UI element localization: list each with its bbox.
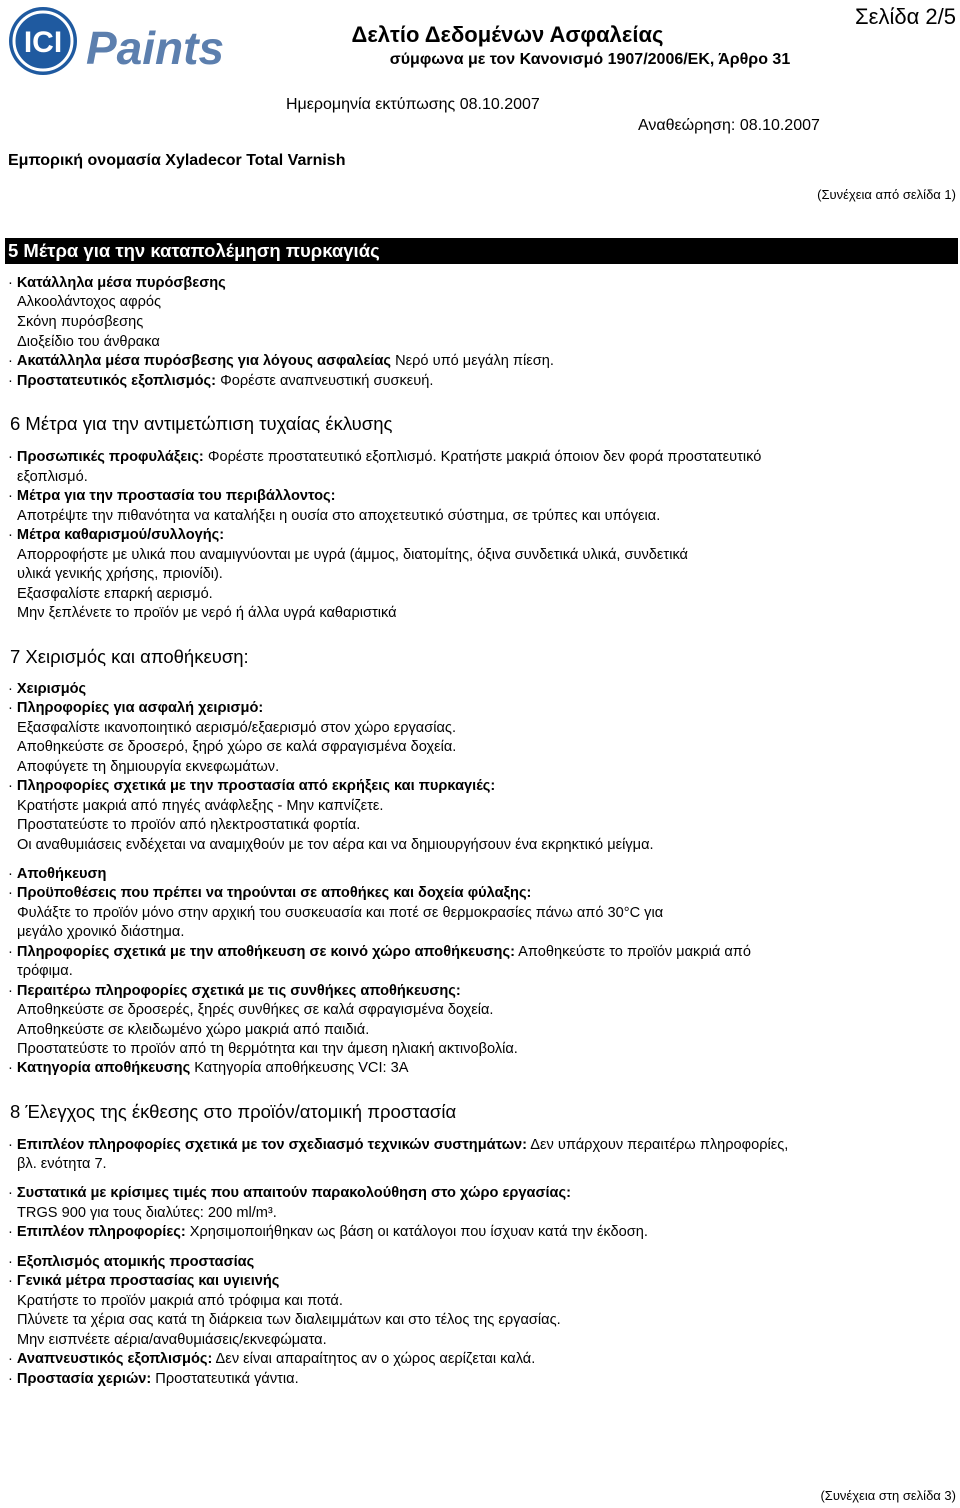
s8-line: · Επιπλέον πληροφορίες: Χρησιμοποιήθηκαν ως βάση οι κατάλογοι που ίσχυαν κατά την έκδοση. bbox=[8, 1224, 648, 1240]
s8-line: βλ. ενότητα 7. bbox=[17, 1156, 107, 1172]
s7-line: · Κατηγορία αποθήκευσης Κατηγορία αποθήκευσης VCI: 3A bbox=[8, 1060, 409, 1076]
s6-line: Απορροφήστε με υλικά που αναμιγνύονται με υγρά (άμμος, διατομίτης, όξινα συνδετικά υλικά, συνδετικά bbox=[17, 547, 688, 563]
s8-line: Μην εισπνέετε αέρια/αναθυμιάσεις/εκνεφώματα. bbox=[17, 1332, 327, 1348]
section-6-heading: 6 Μέτρα για την αντιμετώπιση τυχαίας έκλυσης bbox=[10, 413, 393, 434]
s7-line: · Χειρισμός bbox=[8, 681, 87, 697]
s8-line: · Αναπνευστικός εξοπλισμός: Δεν είναι απαραίτητος αν ο χώρος αερίζεται καλά. bbox=[8, 1351, 536, 1367]
s8-line: · Εξοπλισμός ατομικής προστασίας bbox=[8, 1254, 255, 1270]
s7-line: Προστατεύστε το προϊόν από τη θερμότητα και την άμεση ηλιακή ακτινοβολία. bbox=[17, 1041, 518, 1057]
s6-line: · Προσωπικές προφυλάξεις: Φορέστε προστατευτικό εξοπλισμό. Κρατήστε μακριά όποιον δεν φορά προστατευτικό bbox=[8, 449, 762, 465]
s7-line: · Περαιτέρω πληροφορίες σχετικά με τις συνθήκες αποθήκευσης: bbox=[8, 983, 461, 999]
page-number: Σελίδα 2/5 bbox=[855, 4, 956, 29]
s7-line: · Προϋποθέσεις που πρέπει να τηρούνται σε αποθήκες και δοχεία φύλαξης: bbox=[8, 885, 532, 901]
svg-text:ICI: ICI bbox=[23, 26, 63, 59]
s7-line: Αποφύγετε τη δημιουργία εκνεφωμάτων. bbox=[17, 759, 280, 775]
continued-to: (Συνέχεια στη σελίδα 3) bbox=[820, 1488, 956, 1503]
continued-from: (Συνέχεια από σελίδα 1) bbox=[817, 187, 956, 202]
ici-paints-logo bbox=[8, 6, 288, 76]
s7-line: Εξασφαλίστε ικανοποιητικό αερισμό/εξαερισμό στον χώρο εργασίας. bbox=[17, 720, 457, 736]
section-7-heading: 7 Χειρισμός και αποθήκευση: bbox=[10, 646, 249, 667]
s5-line: Σκόνη πυρόσβεσης bbox=[17, 314, 144, 330]
s8-line: Κρατήστε το προϊόν μακριά από τρόφιμα και ποτά. bbox=[17, 1293, 343, 1309]
s8-line: · Συστατικά με κρίσιμες τιμές που απαιτούν παρακολούθηση στο χώρο εργασίας: bbox=[8, 1185, 571, 1201]
s7-line: · Πληροφορίες σχετικά με την αποθήκευση σε κοινό χώρο αποθήκευσης: Αποθηκεύστε το προϊόν μακριά από bbox=[8, 944, 751, 960]
document-subtitle: σύμφωνα με τον Κανονισμό 1907/2006/ΕΚ, Άρθρο 31 bbox=[389, 51, 791, 68]
s7-line: Οι αναθυμιάσεις ενδέχεται να αναμιχθούν με τον αέρα και να δημιουργήσουν ένα εκρηκτικό μείγμα. bbox=[17, 837, 654, 853]
s6-line: Αποτρέψτε την πιθανότητα να καταλήξει η ουσία στο αποχετευτικό σύστημα, σε τρύπες και υπόγεια. bbox=[17, 508, 661, 524]
s6-line: Εξασφαλίστε επαρκή αερισμό. bbox=[17, 586, 213, 602]
s6-line: υλικά γενικής χρήσης, πριονίδι). bbox=[17, 566, 223, 582]
s7-line: · Αποθήκευση bbox=[8, 866, 107, 882]
section-8-heading: 8 Έλεγχος της έκθεσης στο προϊόν/ατομική προστασία bbox=[10, 1101, 457, 1122]
s7-line: Κρατήστε μακριά από πηγές ανάφλεξης - Μην καπνίζετε. bbox=[17, 798, 384, 814]
s7-line: Φυλάξτε το προϊόν μόνο στην αρχική του συσκευασία και ποτέ σε θερμοκρασίες πάνω από 30°C για bbox=[17, 905, 664, 921]
trade-name: Εμπορική ονομασία Xyladecor Total Varnish bbox=[8, 152, 346, 169]
document-title: Δελτίο Δεδομένων Ασφαλείας bbox=[351, 22, 664, 47]
s7-line: Αποθηκεύστε σε κλειδωμένο χώρο μακριά από παιδιά. bbox=[17, 1022, 370, 1038]
s6-line: εξοπλισμό. bbox=[17, 469, 88, 485]
s7-line: Προστατεύστε το προϊόν από ηλεκτροστατικά φορτία. bbox=[17, 817, 361, 833]
s7-line: Αποθηκεύστε σε δροσερό, ξηρό χώρο σε καλά σφραγισμένα δοχεία. bbox=[17, 739, 457, 755]
s5-line: · Κατάλληλα μέσα πυρόσβεσης bbox=[8, 275, 226, 291]
s7-line: Αποθηκεύστε σε δροσερές, ξηρές συνθήκες σε καλά σφραγισμένα δοχεία. bbox=[17, 1002, 494, 1018]
s5-line: Αλκοολάντοχος αφρός bbox=[17, 294, 162, 310]
s7-line: τρόφιμα. bbox=[17, 963, 73, 979]
section-5-heading: 5 Μέτρα για την καταπολέμηση πυρκαγιάς bbox=[5, 238, 958, 264]
print-date: Ημερομηνία εκτύπωσης 08.10.2007 bbox=[286, 96, 540, 113]
s8-line: · Επιπλέον πληροφορίες σχετικά με τον σχεδιασμό τεχνικών συστημάτων: Δεν υπάρχουν περαιτέρω πληροφορίες, bbox=[8, 1137, 789, 1153]
s8-line: TRGS 900 για τους διαλύτες: 200 ml/m³. bbox=[17, 1205, 277, 1221]
s6-line: Μην ξεπλένετε το προϊόν με νερό ή άλλα υγρά καθαριστικά bbox=[17, 605, 397, 621]
revision-date: Αναθεώρηση: 08.10.2007 bbox=[638, 117, 820, 134]
s8-line: · Γενικά μέτρα προστασίας και υγιεινής bbox=[8, 1273, 280, 1289]
s5-line: · Ακατάλληλα μέσα πυρόσβεσης για λόγους ασφαλείας Νερό υπό μεγάλη πίεση. bbox=[8, 353, 554, 369]
s6-line: · Μέτρα για την προστασία του περιβάλλοντος: bbox=[8, 488, 336, 504]
svg-text:Paints: Paints bbox=[86, 22, 225, 74]
s6-line: · Μέτρα καθαρισμού/συλλογής: bbox=[8, 527, 225, 543]
s7-line: · Πληροφορίες σχετικά με την προστασία από εκρήξεις και πυρκαγιές: bbox=[8, 778, 496, 794]
s5-line: Διοξείδιο του άνθρακα bbox=[17, 334, 160, 350]
s5-line: · Προστατευτικός εξοπλισμός: Φορέστε αναπνευστική συσκευή. bbox=[8, 373, 434, 389]
s8-line: · Προστασία χεριών: Προστατευτικά γάντια. bbox=[8, 1371, 299, 1387]
s7-line: μεγάλο χρονικό διάστημα. bbox=[17, 924, 185, 940]
s7-line: · Πληροφορίες για ασφαλή χειρισμό: bbox=[8, 700, 264, 716]
s8-line: Πλύνετε τα χέρια σας κατά τη διάρκεια των διαλειμμάτων και στο τέλος της εργασίας. bbox=[17, 1312, 561, 1328]
